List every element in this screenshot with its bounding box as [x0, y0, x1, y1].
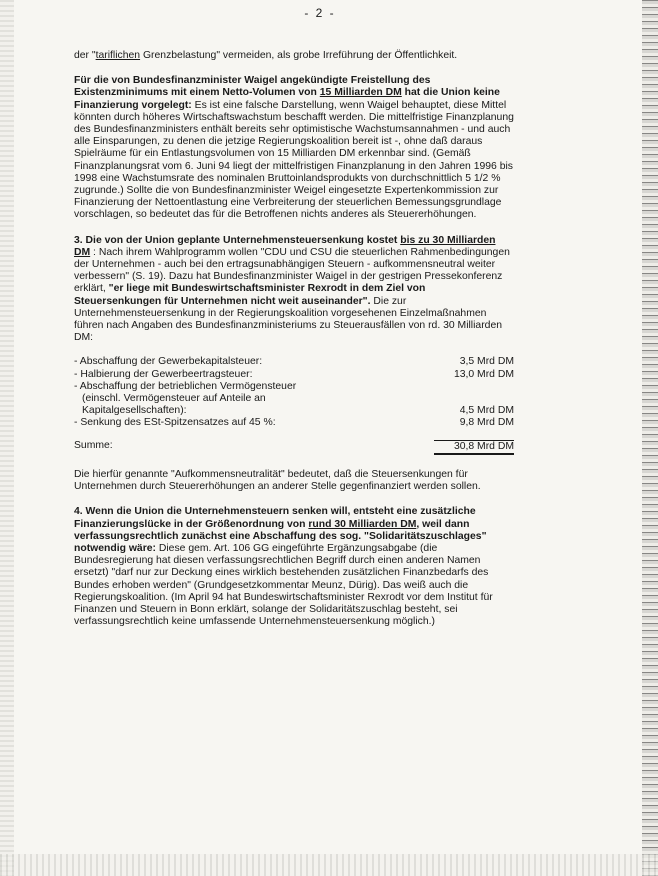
bold-text: Für die von Bundesfinanzminister Waigel angekündigte Freistellung des Existenzminimums mit einem Netto-Volumen von	[74, 75, 431, 99]
scan-edge-right	[642, 0, 658, 876]
text: : Nach ihrem Wahlprogramm wollen "CDU und CSU die steuerlichen Rahmenbedingungen der Unternehmen - auch bei den ertragsunabhängigen Steuern - aufkommensneutral weiter verbessern" (S. 19). Dazu hat Bundesfinanzminister Waigel in der gestrigen Pressekonferenz erklärt,	[74, 246, 510, 295]
measure-value	[434, 381, 514, 393]
bold-text: 3. Die von der Union geplante Unternehmensteuersenkung kostet	[74, 234, 401, 246]
measure-label: - Abschaffung der betrieblichen Vermögensteuer	[74, 380, 297, 392]
underlined-text: tariflichen	[95, 50, 141, 61]
text: Die zur Unternehmensteuersenkung in der Regierungskoalition vorgesehenen Einzelmaßnahmen führen nach Angaben des Bundesfinanzministeriums zu Steuerausfällen von rd. 30 Milliarden DM:	[74, 295, 503, 344]
measure-label: Kapitalgesellschaften):	[82, 405, 187, 417]
measure-label: - Abschaffung der Gewerbekapitalsteuer:	[74, 356, 263, 368]
bold-text: 4. Wenn die Union die Unternehmensteuern senken will, entsteht eine zusätzliche Finanzierungslücke in der Größenordnung von	[74, 506, 476, 530]
bold-text: "er liege mit Bundeswirtschaftsminister Rexrodt in dem Ziel von Steuersenkungen für Unternehmen nicht weit auseinander".	[74, 283, 426, 307]
paragraph-unternehmensteuer	[74, 235, 514, 345]
scan-edge-left	[0, 0, 14, 876]
paragraph-intro	[74, 50, 514, 62]
paragraph-existenzminimum	[74, 75, 514, 221]
list-item	[74, 417, 514, 429]
scan-edge-bottom	[0, 854, 658, 876]
text: Es ist eine falsche Darstellung, wenn Waigel behauptet, diese Mittel könnten durch höheres Wirtschaftswachstum beschafft werden. Die mittelfristige Finanzplanung des Bundesfinanzministers enthält bereits sehr optimistische Wachstumsannahmen - und auch alle Einsparungen, zu denen die jetzige Regierungskoalition bereit ist -, ohne daß daraus Spielräume für ein Entlastungsvolumen von 15 Milliarden DM erkennbar sind. (Gemäß Finanzplanungsrat vom 6. Juni 94 liegt der mittelfristigen Finanzplanung in den Jahren 1996 bis 1998 eine Wachstumsrate des nominalen Bruttoinlandsprodukts von durchschnittlich 5 1/2 % zugrunde.) Sollte die von Bundesfinanzminister Weigel eingesetzte Expertenkommission zur Finanzierung der Nettoentlastung eine Verbreiterung der steuerlichen Bemessungsgrundlage vorschlagen, so bedeutet das für die Betroffenen nichts anderes als Steuererhöhungen.	[74, 99, 514, 221]
sum-value: 30,8 Mrd DM	[434, 440, 514, 455]
bold-underlined-text: bis zu 30 Milliarden DM	[74, 234, 496, 258]
measure-value: 13,0 Mrd DM	[453, 368, 514, 380]
bold-text: hat die Union keine Finanzierung vorgelegt:	[74, 87, 500, 111]
list-item	[74, 393, 514, 405]
sum-label: Summe:	[74, 439, 113, 451]
sum-row	[74, 440, 514, 455]
bold-underlined-text: 15 Milliarden DM	[319, 87, 402, 99]
paragraph-solidaritaetszuschlag	[74, 506, 514, 628]
list-item	[74, 405, 514, 417]
measure-label: (einschl. Vermögensteuer auf Anteile an	[82, 393, 266, 405]
list-item	[74, 369, 514, 381]
measure-label: - Senkung des ESt-Spitzensatzes auf 45 %:	[74, 417, 276, 429]
text: Diese gem. Art. 106 GG eingeführte Ergänzungsabgabe (die Bundesregierung hat diesen verfassungsrechtlichen Begriff durch einen anderen Namen ersetzt) "darf nur zur Deckung eines wirklich bestehenden zusätzlichen Finanzbedarfs des Bundes erhoben werden" (Grundgesetzkommentar Meunz, Dürig). Das weiß auch die Regierungskoalition. (Im April 94 hat Bundeswirtschaftsminister Rexrodt vor dem Institut für Finanzen und Steuern in Bonn erklärt, solange der Solidaritätszuschlag besteht, sei verfassungsrechtlich keine umfassende Unternehmensteuersenkung möglich.)	[74, 542, 493, 628]
measure-value: 3,5 Mrd DM	[459, 356, 514, 368]
measure-value	[434, 393, 514, 405]
text: Grenzbelastung" vermeiden, als grobe Irreführung der Öffentlichkeit.	[140, 50, 458, 61]
list-item	[74, 356, 514, 368]
measures-list	[74, 356, 514, 429]
bold-underlined-text: rund 30 Milliarden DM	[308, 518, 417, 530]
page-number: - 2 -	[304, 6, 336, 20]
measure-value: 9,8 Mrd DM	[459, 417, 514, 429]
paragraph-aufkommensneutralitaet: Die hierfür genannte "Aufkommensneutralität" bedeutet, daß die Steuersenkungen für Unternehmen durch Steuererhöhungen an anderer Stelle gegenfinanziert werden sollen.	[74, 468, 481, 493]
list-item	[74, 381, 514, 393]
text: der "	[74, 50, 96, 61]
bold-text: , weil dann verfassungsrechtlich zunächst eine Abschaffung des sog. "Solidaritätszuschlages" notwendig wäre:	[74, 518, 487, 554]
measure-value: 4,5 Mrd DM	[459, 405, 514, 417]
measure-label: - Halbierung der Gewerbeertragsteuer:	[74, 368, 253, 380]
document-body	[74, 50, 514, 641]
